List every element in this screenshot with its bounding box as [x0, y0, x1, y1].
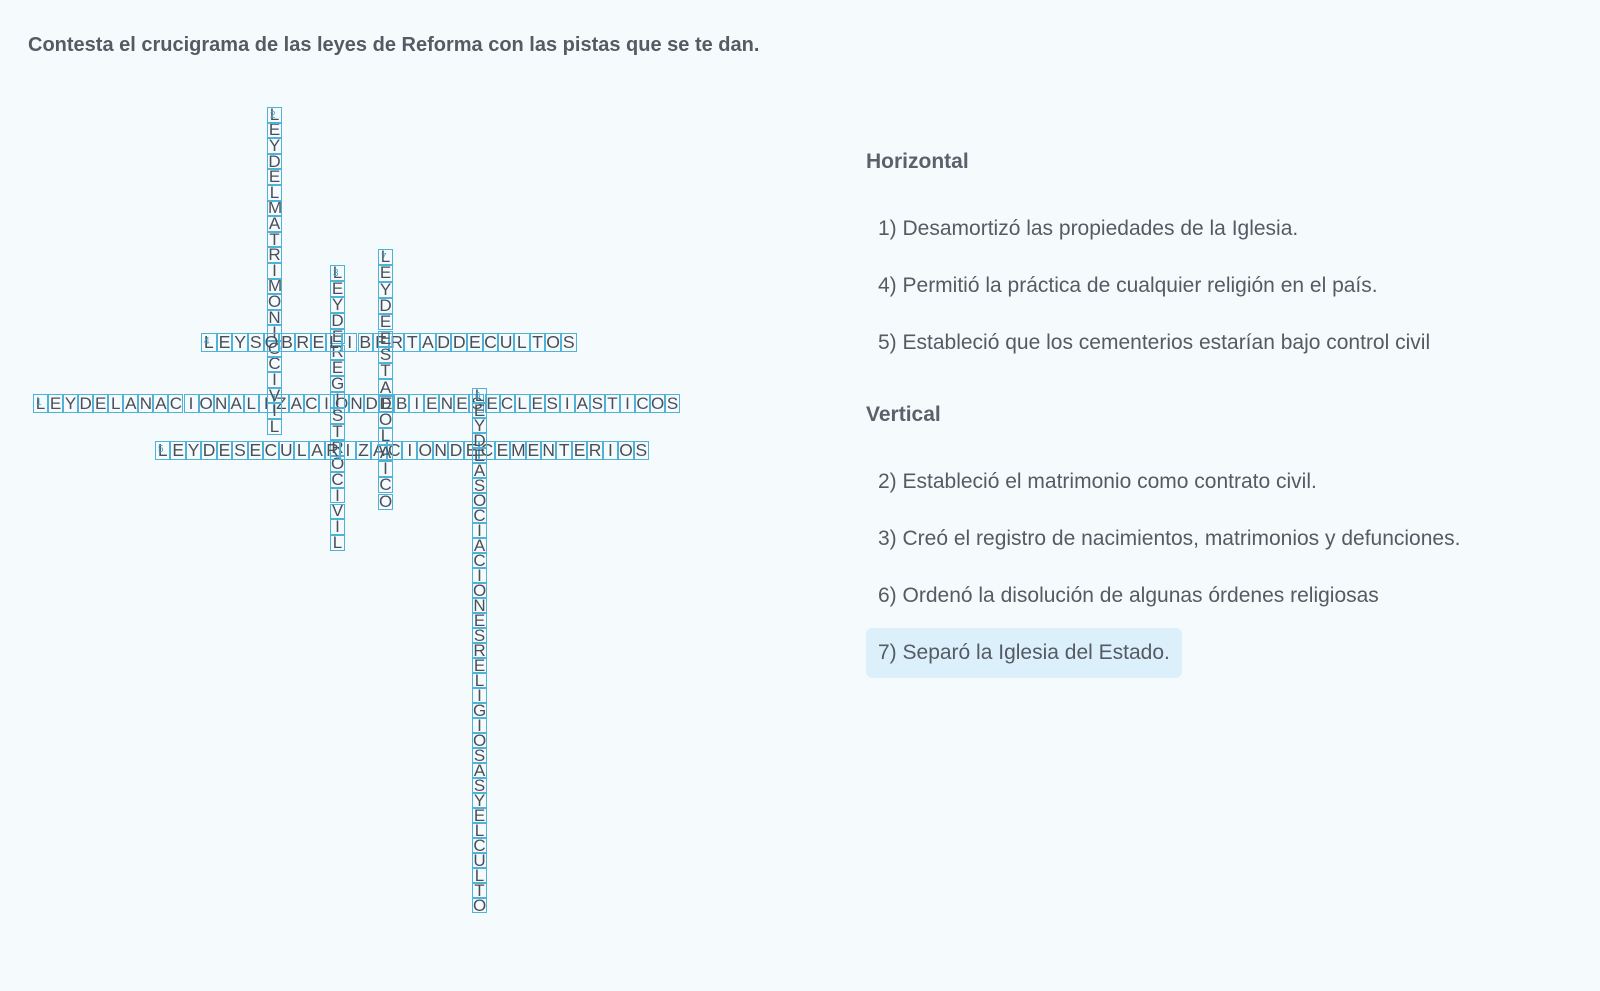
crossword-cell-4-23[interactable]: [545, 333, 561, 352]
crossword-cell-6-4[interactable]: [472, 433, 487, 448]
crossword-cell-1-23[interactable]: [364, 394, 379, 413]
clue-vertical-6[interactable]: 6) Ordenó la disolución de algunas órdenes religiosas: [878, 584, 1379, 607]
crossword-cell-1-39[interactable]: [605, 394, 620, 413]
crossword-cell-6-22[interactable]: [472, 703, 487, 718]
crossword-cell-5-20[interactable]: [448, 441, 463, 460]
crossword-cell-4-5[interactable]: [264, 333, 280, 352]
crossword-cell-4-9[interactable]: [326, 333, 342, 352]
crossword-cell-5-25[interactable]: [526, 441, 541, 460]
crossword-cell-7-7[interactable]: [378, 347, 393, 363]
crossword-cell-6-33[interactable]: [472, 868, 487, 883]
crossword-cell-1-40[interactable]: [620, 394, 635, 413]
crossword-cell-5-19[interactable]: [433, 441, 448, 460]
crossword-cell-4-21[interactable]: [514, 333, 530, 352]
crossword-cell-5-27[interactable]: [556, 441, 571, 460]
crossword-grid: [0, 0, 760, 991]
crossword-cell-6-9[interactable]: [472, 508, 487, 523]
crossword-cell-5-13[interactable]: [340, 441, 355, 460]
crossword-cell-7-9[interactable]: [378, 379, 393, 395]
crossword-cell-4-16[interactable]: [436, 333, 452, 352]
crossword-cell-5-4[interactable]: [201, 441, 216, 460]
crossword-cell-6-20[interactable]: [472, 673, 487, 688]
crossword-cell-6-14[interactable]: [472, 583, 487, 598]
crossword-cell-1-35[interactable]: [545, 394, 560, 413]
clue-horizontal-5[interactable]: 5) Estableció que los cementerios estarían bajo control civil: [878, 331, 1431, 354]
crossword-cell-4-24[interactable]: [561, 333, 577, 352]
crossword-cell-2-17[interactable]: [267, 357, 282, 373]
crossword-cell-1-3[interactable]: [63, 394, 78, 413]
clue-vertical-7[interactable]: 7) Separó la Iglesia del Estado.: [866, 628, 1182, 678]
crossword-cell-3-1[interactable]: [330, 265, 345, 281]
crossword-cell-1-28[interactable]: [439, 394, 454, 413]
crossword-cell-1-14[interactable]: [229, 394, 244, 413]
crossword-cell-5-23[interactable]: [495, 441, 510, 460]
crossword-cell-6-15[interactable]: [472, 598, 487, 613]
crossword-cell-2-7[interactable]: [267, 201, 282, 217]
crossword-cell-5-8[interactable]: [263, 441, 278, 460]
crossword-cell-3-2[interactable]: [330, 281, 345, 297]
crossword-cell-7-16[interactable]: [378, 494, 393, 510]
crossword-cell-5-11[interactable]: [309, 441, 324, 460]
clue-number-6: 6: [475, 391, 481, 402]
crossword-cell-5-12[interactable]: [325, 441, 340, 460]
crossword-cell-4-8[interactable]: [311, 333, 327, 352]
crossword-cell-2-14[interactable]: [267, 310, 282, 326]
crossword-cell-6-25[interactable]: [472, 748, 487, 763]
crossword-cell-2-11[interactable]: [267, 263, 282, 279]
crossword-cell-1-42[interactable]: [650, 394, 665, 413]
vertical-heading: Vertical: [866, 403, 941, 426]
crossword-cell-1-12[interactable]: [199, 394, 214, 413]
crossword-cell-5-6[interactable]: [232, 441, 247, 460]
crossword-cell-1-22[interactable]: [349, 394, 364, 413]
crossword-cell-1-37[interactable]: [575, 394, 590, 413]
crossword-cell-6-2[interactable]: [472, 403, 487, 418]
crossword-cell-6-11[interactable]: [472, 538, 487, 553]
crossword-cell-3-9[interactable]: [330, 392, 345, 408]
crossword-cell-4-22[interactable]: [530, 333, 546, 352]
crossword-cell-7-4[interactable]: [378, 298, 393, 314]
crossword-cell-1-5[interactable]: [93, 394, 108, 413]
crossword-cell-2-5[interactable]: [267, 169, 282, 185]
instructions-text: Contesta el crucigrama de las leyes de Reforma con las pistas que se te dan.: [28, 34, 760, 56]
crossword-cell-1-26[interactable]: [409, 394, 424, 413]
crossword-cell-7-5[interactable]: [378, 314, 393, 330]
crossword-cell-3-4[interactable]: [330, 313, 345, 329]
clue-number-1: 1: [36, 397, 42, 408]
crossword-cell-1-10[interactable]: [168, 394, 183, 413]
crossword-cell-5-29[interactable]: [587, 441, 602, 460]
clue-number-2: 2: [270, 110, 276, 121]
crossword-cell-6-23[interactable]: [472, 718, 487, 733]
crossword-cell-5-28[interactable]: [572, 441, 587, 460]
crossword-cell-7-6[interactable]: [378, 331, 393, 347]
clue-horizontal-1[interactable]: 1) Desamortizó las propiedades de la Iglesia.: [878, 217, 1299, 240]
crossword-cell-6-27[interactable]: [472, 778, 487, 793]
crossword-cell-7-2[interactable]: [378, 265, 393, 281]
crossword-cell-2-10[interactable]: [267, 247, 282, 263]
crossword-cell-5-9[interactable]: [279, 441, 294, 460]
crossword-cell-2-3[interactable]: [267, 138, 282, 154]
crossword-cell-1-18[interactable]: [289, 394, 304, 413]
clue-number-4: 4: [204, 336, 210, 347]
crossword-cell-6-34[interactable]: [472, 883, 487, 898]
crossword-cell-7-8[interactable]: [378, 363, 393, 379]
crossword-cell-4-3[interactable]: [232, 333, 248, 352]
crossword-cell-4-20[interactable]: [498, 333, 514, 352]
crossword-cell-5-32[interactable]: [634, 441, 649, 460]
clue-number-7: 7: [381, 252, 387, 263]
crossword-cell-5-17[interactable]: [402, 441, 417, 460]
crossword-cell-7-10[interactable]: [378, 396, 393, 412]
crossword-cell-2-13[interactable]: [267, 294, 282, 310]
crossword-cell-7-13[interactable]: [378, 445, 393, 461]
crossword-cell-2-8[interactable]: [267, 216, 282, 232]
crossword-cell-4-2[interactable]: [217, 333, 233, 352]
clue-number-3: 3: [333, 268, 339, 279]
crossword-cell-3-15[interactable]: [330, 488, 345, 504]
crossword-cell-7-1[interactable]: [378, 249, 393, 265]
crossword-cell-1-36[interactable]: [560, 394, 575, 413]
crossword-cell-1-34[interactable]: [530, 394, 545, 413]
crossword-cell-2-6[interactable]: [267, 185, 282, 201]
crossword-cell-1-11[interactable]: [184, 394, 199, 413]
clue-horizontal-4[interactable]: 4) Permitió la práctica de cualquier religión en el país.: [878, 274, 1378, 297]
crossword-cell-6-29[interactable]: [472, 808, 487, 823]
crossword-cell-5-24[interactable]: [510, 441, 525, 460]
crossword-cell-4-18[interactable]: [467, 333, 483, 352]
crossword-cell-3-8[interactable]: [330, 376, 345, 392]
crossword-cell-2-18[interactable]: [267, 372, 282, 388]
crossword-cell-6-1[interactable]: [472, 388, 487, 403]
crossword-cell-1-6[interactable]: [108, 394, 123, 413]
crossword-cell-5-10[interactable]: [294, 441, 309, 460]
crossword-cell-3-17[interactable]: [330, 519, 345, 535]
crossword-cell-5-7[interactable]: [248, 441, 263, 460]
crossword-cell-4-6[interactable]: [279, 333, 295, 352]
crossword-cell-1-1[interactable]: [33, 394, 48, 413]
crossword-cell-2-20[interactable]: [267, 403, 282, 419]
crossword-cell-6-12[interactable]: [472, 553, 487, 568]
crossword-cell-6-35[interactable]: [472, 898, 487, 913]
crossword-cell-2-12[interactable]: [267, 279, 282, 295]
crossword-cell-4-19[interactable]: [483, 333, 499, 352]
crossword-cell-6-5[interactable]: [472, 448, 487, 463]
crossword-cell-5-18[interactable]: [417, 441, 432, 460]
crossword-cell-4-4[interactable]: [248, 333, 264, 352]
crossword-cell-5-26[interactable]: [541, 441, 556, 460]
crossword-cell-6-18[interactable]: [472, 643, 487, 658]
crossword-cell-7-3[interactable]: [378, 282, 393, 298]
crossword-cell-1-9[interactable]: [153, 394, 168, 413]
crossword-cell-6-31[interactable]: [472, 838, 487, 853]
crossword-cell-5-3[interactable]: [186, 441, 201, 460]
crossword-cell-2-1[interactable]: [267, 107, 282, 123]
crossword-cell-3-10[interactable]: [330, 408, 345, 424]
crossword-cell-2-9[interactable]: [267, 232, 282, 248]
crossword-cell-1-2[interactable]: [48, 394, 63, 413]
crossword-cell-1-32[interactable]: [500, 394, 515, 413]
crossword-cell-6-7[interactable]: [472, 478, 487, 493]
crossword-cell-2-4[interactable]: [267, 154, 282, 170]
crossword-cell-6-30[interactable]: [472, 823, 487, 838]
crossword-cell-3-7[interactable]: [330, 360, 345, 376]
crossword-cell-1-33[interactable]: [515, 394, 530, 413]
crossword-cell-6-19[interactable]: [472, 658, 487, 673]
crossword-cell-6-3[interactable]: [472, 418, 487, 433]
crossword-cell-4-11[interactable]: [358, 333, 374, 352]
crossword-cell-2-21[interactable]: [267, 419, 282, 435]
crossword-cell-1-15[interactable]: [244, 394, 259, 413]
crossword-cell-7-12[interactable]: [378, 428, 393, 444]
crossword-cell-3-16[interactable]: [330, 504, 345, 520]
crossword-cell-1-29[interactable]: [454, 394, 469, 413]
crossword-cell-6-26[interactable]: [472, 763, 487, 778]
crossword-cell-4-10[interactable]: [342, 333, 358, 352]
horizontal-heading: Horizontal: [866, 150, 969, 173]
crossword-cell-3-11[interactable]: [330, 424, 345, 440]
crossword-cell-7-15[interactable]: [378, 477, 393, 493]
clue-vertical-2[interactable]: 2) Estableció el matrimonio como contrato civil.: [878, 470, 1317, 493]
crossword-cell-4-7[interactable]: [295, 333, 311, 352]
crossword-cell-5-1[interactable]: [155, 441, 170, 460]
crossword-cell-1-7[interactable]: [123, 394, 138, 413]
crossword-cell-3-18[interactable]: [330, 535, 345, 551]
crossword-cell-6-28[interactable]: [472, 793, 487, 808]
crossword-cell-6-32[interactable]: [472, 853, 487, 868]
crossword-cell-1-41[interactable]: [635, 394, 650, 413]
crossword-cell-5-31[interactable]: [618, 441, 633, 460]
crossword-cell-1-13[interactable]: [214, 394, 229, 413]
crossword-cell-3-14[interactable]: [330, 472, 345, 488]
clue-vertical-3[interactable]: 3) Creó el registro de nacimientos, matrimonios y defunciones.: [878, 527, 1461, 550]
crossword-cell-1-8[interactable]: [138, 394, 153, 413]
crossword-cell-1-25[interactable]: [394, 394, 409, 413]
crossword-cell-5-2[interactable]: [170, 441, 185, 460]
crossword-cell-7-11[interactable]: [378, 412, 393, 428]
crossword-cell-4-17[interactable]: [451, 333, 467, 352]
crossword-cell-5-30[interactable]: [603, 441, 618, 460]
crossword-cell-2-19[interactable]: [267, 388, 282, 404]
crossword-cell-6-21[interactable]: [472, 688, 487, 703]
crossword-cell-4-15[interactable]: [420, 333, 436, 352]
crossword-cell-6-10[interactable]: [472, 523, 487, 538]
crossword-cell-6-13[interactable]: [472, 568, 487, 583]
crossword-cell-5-5[interactable]: [217, 441, 232, 460]
crossword-cell-6-16[interactable]: [472, 613, 487, 628]
crossword-cell-5-14[interactable]: [356, 441, 371, 460]
crossword-cell-6-6[interactable]: [472, 463, 487, 478]
crossword-cell-3-3[interactable]: [330, 297, 345, 313]
crossword-cell-1-4[interactable]: [78, 394, 93, 413]
crossword-cell-6-8[interactable]: [472, 493, 487, 508]
clue-number-5: 5: [158, 444, 164, 455]
crossword-cell-2-2[interactable]: [267, 123, 282, 139]
crossword-cell-1-38[interactable]: [590, 394, 605, 413]
crossword-cell-4-1[interactable]: [201, 333, 217, 352]
crossword-cell-7-14[interactable]: [378, 461, 393, 477]
crossword-cell-1-19[interactable]: [304, 394, 319, 413]
crossword-cell-1-27[interactable]: [424, 394, 439, 413]
crossword-cell-6-17[interactable]: [472, 628, 487, 643]
crossword-cell-4-14[interactable]: [404, 333, 420, 352]
crossword-cell-6-24[interactable]: [472, 733, 487, 748]
crossword-cell-1-43[interactable]: [665, 394, 680, 413]
